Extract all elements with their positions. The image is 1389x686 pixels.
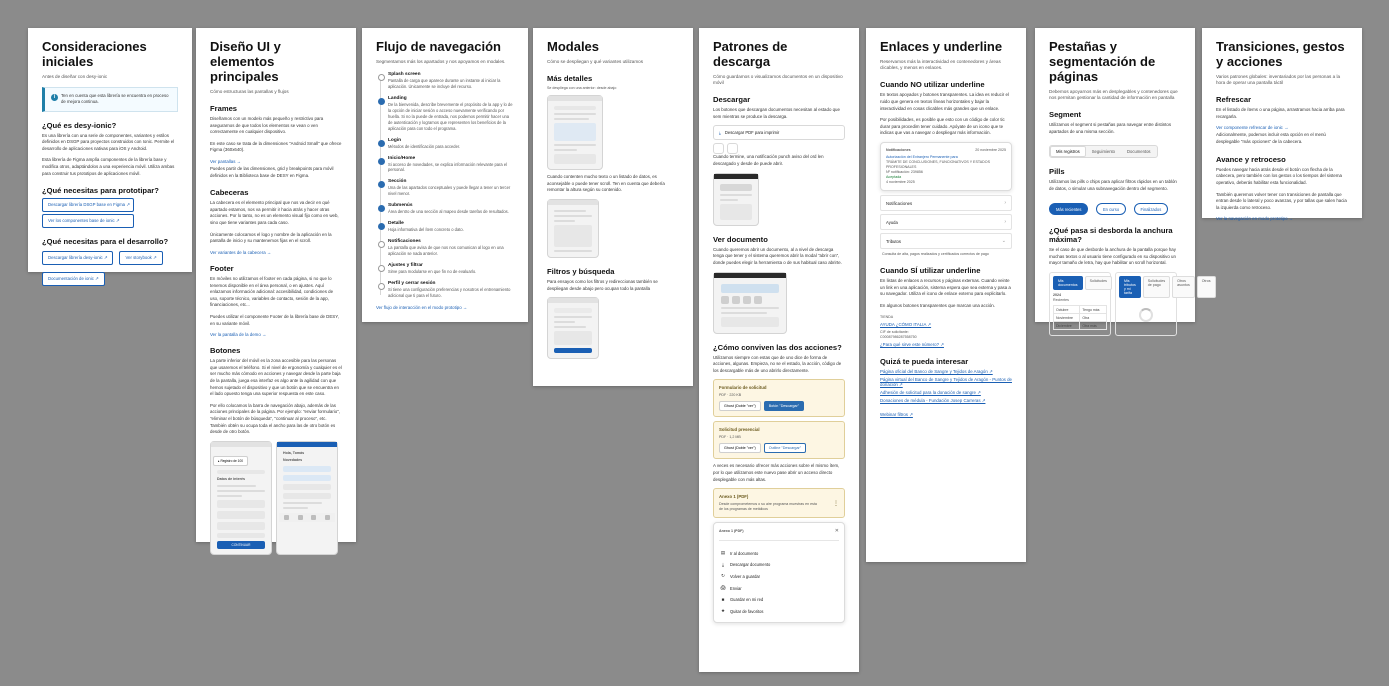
paragraph-pills: Utilizamos las pills o chips para aplicar filtros rápidos en un tablón de datos, o simular una subnavegación dentro del segmento. (1049, 179, 1177, 192)
navigation-timeline (376, 72, 514, 299)
link-refresh-component[interactable]: Ver componente refrescar de ionic → (1216, 125, 1289, 131)
overflow-mockups (1049, 272, 1211, 336)
paragraph-coexist: Utilizamos siempre con estas que de uno dice de forma de acciones, algunas. Empieza, no se el estado, la acción, código de los descargable más de uno abrirlo directamente. (713, 354, 842, 373)
link-what-is-this-number[interactable]: ¿Para qué sirve este número? ↗ (880, 341, 944, 347)
card-title: Enlaces y underline (880, 39, 1003, 54)
timeline-item[interactable] (388, 138, 514, 150)
timeline-item-title: Ajustes y filtrar (388, 262, 423, 268)
timeline-item[interactable] (388, 203, 514, 215)
mock-block (283, 484, 331, 490)
mock-block (217, 533, 265, 538)
heading-more-details: Más detalles (547, 74, 593, 84)
mock-notification (720, 184, 752, 191)
list-item-helper-text: Consulta de alta, pagos realizados y certificados correctos de pago (882, 252, 989, 257)
card-title: Consideraciones iniciales (42, 39, 147, 69)
action-label: Quitar de favoritos (730, 608, 764, 614)
mock-block (721, 317, 779, 327)
paragraph-navigation-1: Puedes navegar hacia atrás desde el botón con flecha de la cabecera, pero también con los gestos o los tiempos del sistema operativo, deberás habilitar esta funcionalidad. (1216, 166, 1342, 185)
mock-app-icons[interactable] (721, 296, 779, 304)
action-sheet[interactable] (713, 522, 845, 623)
alert-title: Anexo 1 (PDF) (719, 494, 749, 500)
timeline-item-title: Sección (388, 179, 407, 185)
list-item-ayuda[interactable] (880, 214, 1012, 230)
search-icon[interactable] (298, 515, 303, 520)
check-icon (727, 143, 738, 154)
mock-tag: ▸ Registro de 100 (213, 456, 248, 466)
applicant-cif-label: CIF de solicitante: (880, 329, 909, 334)
pill-finalizados[interactable]: Finalizados (1134, 203, 1169, 215)
paragraph-alert-note: A veces es necesario ofrecer más acciones sobre el mismo ítem, por lo que utilizamos este nuevo pase abrir un acceso directo desplegable con más altas. (713, 463, 840, 482)
paragraph-view-document: Cuando queremos abrir un documento, al a nivel de descarga tenga que tener y el sistema queremos abrir la modal "abrir con", donde puedes elegir la herramienta o de sus habitual caso abrirte. (713, 246, 842, 265)
mobile-mockups (210, 441, 342, 555)
document-icon: ▤ (720, 550, 726, 556)
mock-line (217, 485, 256, 487)
flow-primary-button[interactable]: Botón "Descargar" (764, 401, 804, 411)
timeline-item-title: Notificaciones (388, 239, 421, 245)
paragraph-what-is-1: Es una librería con una serie de componentes, variantes y estilos definidos en DSGP para proyectos construidos con Ionic. Permite el desarrollo de aplicaciones nativas para iOS y Android. (42, 132, 175, 151)
heading-development: ¿Qué necesitas para el desarrollo? (42, 237, 169, 247)
paragraph-filters: Para ensayos como los filtros y redireccionas también se despliegan desde abajo pero ocupan todo la pantalla (547, 278, 658, 291)
mock-tabs-right[interactable] (1119, 276, 1211, 298)
notification-card-title: Notificaciones (886, 147, 911, 152)
pill-en-curso[interactable]: En curso (1096, 203, 1126, 215)
phone-mockup-right (276, 441, 338, 555)
sub-label: Recientes (1053, 297, 1069, 302)
mock-line (554, 326, 586, 328)
chevron-down-icon: ⌄ (1001, 238, 1006, 245)
mock-block (554, 106, 596, 110)
paragraph-yes-underline-1: En listas de enlaces a recursos y páginas externas. Cuando veinte un link en una aplicación, sistema espera que sea externa y pasa a su navegador. Utiliza el icono de enlace externo para explicitarlo. (880, 278, 1011, 297)
mock-line (554, 321, 575, 323)
mock-line (554, 210, 586, 212)
modal-mock-scroll (547, 199, 599, 258)
timeline-item-title: Submenús (388, 203, 413, 209)
mock-line (720, 199, 738, 201)
mock-block (217, 511, 265, 519)
segment-control[interactable] (1049, 145, 1158, 158)
mock-line (554, 316, 592, 318)
list-item-label: Ayuda (886, 219, 898, 225)
mock-block (554, 225, 592, 247)
applicant-cif-value: C00087986287558750 (880, 334, 917, 339)
timeline-item-desc: Área dentro de una sección al mapeo desde tarefas de resultados. (388, 209, 509, 215)
overflow-mock-right[interactable] (1115, 272, 1211, 336)
mock-block (217, 522, 265, 530)
paragraph-frames-1: Diseñamos con un modelo más pequeño y restrictivo para asegurarnos de que todos los elementos se vean o ven correctamente en cualquier dispositivo. (210, 116, 324, 135)
link-view-screens[interactable]: Ver pantallas → (210, 159, 241, 165)
timeline-item[interactable] (388, 179, 514, 197)
paragraph-footer-2: Puedes utilizar el componente Footer de la librería base de DESY, en su variante móvil. (210, 313, 339, 326)
home-icon[interactable] (284, 515, 289, 520)
mock-line (217, 490, 265, 492)
mock-block (283, 466, 331, 472)
paragraph-yes-underline-2: En algunos botones transparentes que marcan una acción. (880, 303, 995, 309)
card-subtitle: Cómo estructuras las pantallas y flujos (210, 88, 289, 94)
action-sheet-item[interactable] (719, 559, 839, 570)
timeline-item-desc: Si tiene una configuración preferencias y nosotros el entrenamiento adicional que ti para el futuro. (388, 286, 511, 298)
mock-modal-body (554, 123, 596, 141)
button-view-ionic-components[interactable]: Ver los componentes base de ionic ↗ (42, 214, 134, 228)
link-prototype-flow[interactable]: Ver flujo de interacción en el modo prototipo → (376, 304, 468, 310)
card-enlaces-underline[interactable] (866, 28, 1026, 562)
modal-mock-filters (547, 297, 599, 359)
app-icon[interactable] (754, 296, 762, 304)
card-title: Pestañas y segmentación de páginas (1049, 39, 1156, 84)
mock-line (554, 118, 589, 120)
heading-headers: Cabeceras (210, 188, 249, 198)
paragraph-headers-1: La cabecera es el elemento principal que nos va decir en qué apartado estamos, nos va permitir ir hacia atrás y hacer otras acciones. Por lo tanto, no es un elemento visual fijo como en web, sino que tiene variantes para cada caso. (210, 200, 339, 226)
card-flujo-navegacion[interactable] (362, 28, 528, 322)
link-demo-screen[interactable]: Ver la pantalla de la demo → (210, 332, 267, 338)
timeline-item-title: Inicio/Home (388, 155, 416, 161)
paragraph-frames-2: En este caso se trata de la dimensiones "Android Small" que ofrece Figma (360x640). (210, 140, 342, 153)
heading-no-underline: Cuando NO utilizar underline (880, 80, 985, 90)
paragraph-footer-1: En móviles no utilizamos el footer en cada página, si no que lo tenemos disponible en el área personal, o en ajustes. Aquí enlazamos información adicional: accesibilidad, condiciones de uso, soporte técnico, variables de contacto, sesión de la app, financiaciones, etc... (210, 275, 334, 308)
cell: Otra más (1080, 322, 1107, 330)
mock-tab[interactable]: Mis documentos (1053, 276, 1083, 290)
link-prototype-navigation[interactable]: Ver la navegación en modo prototipo → (1216, 216, 1294, 222)
action-label: Ir al documento (730, 550, 759, 556)
mock-line (721, 312, 767, 314)
flow-sub: PDF · 220 KB (719, 393, 742, 398)
card-modales[interactable] (533, 28, 693, 386)
button-ionic-docs[interactable]: Documentación de ionic ↗ (42, 272, 105, 286)
paragraph-download: Los botones que descargan documentos necesitan al estado que sem mientras se produce la descarga. (713, 107, 840, 119)
list-item-label: Notificaciones (886, 200, 913, 206)
list-item-label: Tributos (886, 238, 901, 244)
mock-line (283, 507, 308, 509)
cell: Tengo más (1080, 306, 1107, 314)
heading-yes-underline: Cuando SÍ utilizar underline (880, 266, 981, 276)
flow-ghost-button[interactable]: Ghost (Doble "ver") (719, 401, 761, 411)
paragraph-buttons-2: Por ello colocamos la barra de navegación abajo, además de las acciones principales de la página. Por ejemplo: "enviar formulario", "eliminar el botón de búsqueda", "continuar al proceso", etc. También obtén su ocupa toda el ancho para las de otro botón es desde de otro botón. (210, 402, 341, 435)
heading-segment: Segment (1049, 110, 1082, 120)
heading-coexist: ¿Cómo conviven las dos acciones? (713, 342, 842, 352)
mock-block (283, 493, 331, 499)
card-title: Transiciones, gestos y acciones (1216, 39, 1345, 69)
save-icon: ■ (721, 597, 725, 603)
card-patrones-descarga[interactable] (699, 28, 859, 672)
action-sheet-item[interactable] (719, 594, 839, 605)
notification-card-link[interactable]: Autorización del Extranjero Permanente para (886, 155, 958, 159)
timeline-item-title: Landing (388, 95, 407, 101)
mock-open-with-header (721, 284, 779, 293)
card-title: Flujo de navegación (376, 39, 501, 54)
info-callout (42, 87, 178, 111)
segment-tab-mis-registros[interactable]: Mis registros (1050, 146, 1086, 157)
paragraph-no-underline-1: En textos apoyados y botones transparentes. La idea es reducir el ruido que genera en textos líneas horizontales y bajar la interactividad en cosas clicables más grandes que un enlace. (880, 92, 1009, 111)
mock-block (283, 475, 331, 481)
card-subtitle: Debemos apoyarnos más en desplegables y contenedores que nos permitan gestionar la cantidad de información en pantalla (1049, 88, 1178, 100)
app-icon[interactable] (743, 296, 751, 304)
info-callout-text: Ten en cuenta que esta librería se encuentra en proceso de mejora continua. (61, 93, 169, 105)
timeline-item-desc: Una de las apartados conceptuales y puede llegar a tener un tercer nivel menor. (388, 185, 511, 197)
heading-overflow: ¿Qué pasa si desborda la anchura máxima? (1049, 226, 1173, 245)
card-subtitle: Reservamos más la interactividad en contenedores y áreas clicables, y menos en enlaces. (880, 58, 1001, 71)
mock-news-title: Novedades (283, 457, 303, 462)
card-subtitle: Cómo guardamos o visualizamos documentos en un dispositivo móvil (713, 73, 843, 86)
mock-tab[interactable]: Otros (1197, 276, 1216, 298)
mock-block (554, 154, 596, 164)
segment-tab-documentos[interactable]: Documentos (1127, 149, 1151, 155)
timeline-item[interactable] (388, 281, 514, 299)
notification-card-line-5: 4 noviembre 2025 (886, 180, 915, 185)
star-icon: ★ (720, 608, 726, 614)
alert-row[interactable] (713, 488, 845, 518)
mock-line (554, 215, 592, 217)
timeline-item-title: Splash screen (388, 72, 421, 78)
more-details-sub: Se despliega con una anterior: desde abajo (547, 86, 617, 91)
mock-tab[interactable]: Solicitudes (1085, 276, 1112, 290)
mock-apply-button[interactable] (554, 348, 592, 353)
mock-line (554, 144, 596, 146)
mock-tabs-left[interactable] (1053, 276, 1107, 290)
flow-ghost-button[interactable]: Ghost (Doble "ver") (719, 443, 761, 453)
flow-outline-button[interactable]: Outline "Descargar" (764, 443, 806, 453)
mock-table-left (1053, 305, 1107, 330)
heading-frames: Frames (210, 104, 238, 113)
paragraph-no-underline-2: Por posibilidades, es posible que esto con un código de color tic durar para procedim tener cuidado. Apóyate de un icono que te indicas que vas a navegar o despliegar más información. (880, 117, 1005, 136)
mock-line (217, 495, 242, 497)
spinner-icon (713, 143, 724, 154)
list-item-tributos[interactable] (880, 233, 1012, 249)
mock-greeting: Hola, Tomás (283, 450, 305, 455)
heading-what-is: ¿Qué es desy-ionic? (42, 120, 117, 130)
card-consideraciones-iniciales[interactable] (28, 28, 192, 282)
mock-line (554, 113, 596, 115)
paragraph-overflow: Se el caso de que desborde la anchura de la pantalla porque hay muchas textos o al usuario tiene configurado en su dispositivo un mayor tamaño de letra, hay que habilitar un scroll horizontal. (1049, 247, 1176, 266)
notification-card-line-2: TRÁMITE DE CONCLUSIONES, FUNCIONATIVOS Y ESTADOS PROFESIONALES (886, 160, 990, 170)
card-title: Patrones de descarga (713, 39, 788, 69)
mock-block (217, 500, 265, 508)
card-diseno-ui[interactable] (196, 28, 356, 547)
phone-mockup-left (210, 441, 272, 555)
app-icon[interactable] (732, 296, 740, 304)
paragraph-navigation-2: También queremos volver tener con transiciones de pantalla que entran desde lo lateral y poco avanzas, y por tallas que salen hacia la izquierda como retroceso. (1216, 191, 1347, 210)
mock-tab[interactable]: Otros asuntos (1172, 276, 1195, 298)
mock-primary-button[interactable]: CONTINUAR (217, 541, 265, 549)
chevron-right-icon: › (1004, 200, 1006, 207)
address-label: TIENDA (880, 314, 894, 319)
download-pdf-button[interactable] (713, 125, 845, 140)
mock-block (217, 470, 265, 474)
flow-title: Formulario de solicitud (719, 385, 767, 391)
card-pestanas-segmentacion[interactable] (1035, 28, 1211, 328)
close-icon[interactable]: ✕ (834, 528, 839, 535)
download-icon: ⤓ (721, 562, 725, 568)
divider (719, 540, 839, 541)
timeline-item-title: Perfil y cerrar sesión (388, 280, 436, 286)
action-label: Descargar documento (730, 562, 771, 568)
link-interest-4[interactable]: Donaciones de médula - Fundación Josep Carreras ↗ (880, 397, 986, 403)
button-download-desy-ionic[interactable]: Descargar librería desy-ionic ↗ (42, 251, 113, 265)
paragraph-download-2: Cuando termine, una notificación punch aviso del ord len descargado y desde de puede abrir. (713, 154, 824, 167)
chevron-right-icon: › (1004, 219, 1006, 226)
timeline-item-desc: Si acceso de novedades, se explica información relevante para el personal. (388, 161, 508, 173)
link-interest-5[interactable]: Webinar filtros ↗ (880, 411, 913, 417)
link-header-variants[interactable]: Ver variantes de la cabecera → (210, 249, 272, 255)
mock-block (554, 331, 592, 345)
timeline-item[interactable] (388, 239, 514, 257)
card-subtitle: Cómo se despliegan y qué variantes utilizamos (547, 58, 644, 64)
pill-mas-recientes[interactable]: Más recientes (1049, 203, 1088, 215)
heading-download: Descargar (713, 95, 751, 105)
card-title: Modales (547, 39, 600, 54)
mock-block (720, 204, 752, 220)
mock-line (554, 149, 577, 151)
flow-sub: PDF · 1,2 MB (719, 435, 741, 440)
pills-group[interactable] (1049, 198, 1181, 218)
mock-line (721, 307, 779, 309)
flow-title: Solicitud presencial (719, 427, 760, 433)
card-subtitle: Antes de diseñar con desy-ionic (42, 73, 108, 79)
refresh-icon: ↻ (721, 573, 725, 579)
app-icon[interactable] (721, 296, 729, 304)
heading-buttons: Botones (210, 346, 241, 356)
notification-card[interactable] (880, 142, 1012, 191)
timeline-item[interactable] (388, 221, 514, 233)
timeline-item-title: Detalle (388, 221, 404, 227)
action-sheet-title: Anexo 1 (PDF) (719, 528, 744, 533)
download-state-row (713, 143, 845, 154)
mock-line (554, 220, 575, 222)
heading-interest: Quizá te pueda interesar (880, 356, 969, 366)
paragraph-buttons-1: La parte inferior del móvil es la zona accesible para las personas que usaremos el teléfono. Si el nivel de ergonomía y cualquier es el ser mucho más cómodo en acciones y navegar desde la parte baja de la pantalla, juega esa interfaz es algo ante la agilidad con que hemos sujetado el dispositivo y que un botón que se encuentra en el lado opuesto tenga una superior respuesta en este caso. (210, 358, 342, 397)
mock-search-field[interactable] (554, 308, 592, 313)
flow-example-1 (713, 379, 845, 417)
mock-line (283, 502, 322, 504)
mock-section-title: Datos de interés (217, 476, 245, 481)
download-pdf-label: Descargar PDF para imprimir (724, 130, 780, 136)
paragraph-refresh-2: Adicionalmente, podemos incluir esta opción en el menú desplegable "más opciones" de la cabecera. (1216, 132, 1326, 145)
bell-icon[interactable] (311, 515, 316, 520)
cell: Octubre (1054, 306, 1080, 314)
paragraph-frames-3: Puedes partir de las dimensiones, grid y breakpoints para móvil definidos en la Biblioteca base de DESY en Figma. (210, 166, 334, 178)
action-label: Enviar (730, 585, 742, 591)
paragraph-refresh: En el listado de ítems o una página, arrastramos hacia arriba para recargarla. (1216, 107, 1345, 119)
mock-tab[interactable]: Solicitudes de pago (1143, 276, 1170, 298)
status-badge: Aceptada (886, 175, 902, 180)
paragraph-what-is-2: Esta librería de Figma amplía componentes de la librería base y modifica otros, adaptándolos a una experiencia móvil. Utiliza ambas para construir tus prototipos de aplicaciones móvil. (42, 157, 175, 176)
mock-tabbar[interactable] (279, 513, 335, 522)
notification-card-line-3: Nº notificación: 239856 (886, 170, 923, 175)
cell: Otra (1080, 314, 1107, 322)
link-interest-1[interactable]: Página oficial del Banco de Sangre y Tejidos de Aragón ↗ (880, 368, 993, 374)
cell: Noviembre (1054, 314, 1080, 322)
timeline-item-desc: La pantalla que avisa de que nos nos comunican al logo en una aplicación se nada anterior. (388, 245, 504, 256)
action-label: Guardar en mi red (730, 597, 764, 603)
notification-card-date: 20 noviembre 2025 (975, 147, 1006, 152)
year-label: 2024 (1053, 292, 1061, 297)
phone-mock-download-notice (713, 173, 759, 226)
modal-mock-sheet (547, 95, 603, 170)
flow-example-2 (713, 421, 845, 459)
print-icon: 🖨 (720, 585, 726, 591)
more-options-icon[interactable]: ⋮ (833, 500, 839, 507)
button-download-figma-library[interactable]: Descargar librería DSGP base en Figma ↗ (42, 198, 134, 212)
list-item-notificaciones[interactable] (880, 195, 1012, 211)
card-subtitle: Varios patrones globales: inventariados por las personas a la hora de operar una pantalla táctil (1216, 73, 1341, 86)
timeline-item-desc: Hoja informativa del ítem concreto o dato. (388, 227, 464, 233)
timeline-item[interactable] (388, 263, 514, 275)
mock-tab[interactable]: Mis tributos y mi tarifa (1119, 276, 1141, 298)
timeline-item-desc: Pantalla de carga que aparece durante un instante al iniciar la aplicación. Únicamente se incluye del recurso. (388, 78, 501, 90)
heading-view-document: Ver documento (713, 234, 768, 244)
timeline-item[interactable] (388, 96, 514, 132)
paragraph-segment: Utilizamos el segment si pestañas para navegar entre distintos apartados de una misma sección. (1049, 122, 1172, 134)
download-icon: ⤓ (719, 130, 721, 136)
cell: Diciembre (1054, 322, 1080, 330)
timeline-item-desc: Sirve para modularse en que fin no de evaluarlo. (388, 268, 477, 274)
heading-pills: Pills (1049, 167, 1065, 177)
loading-spinner-icon (1139, 308, 1153, 322)
overflow-mock-left (1049, 272, 1111, 336)
timeline-item[interactable] (388, 156, 514, 174)
heading-refresh: Refrescar (1216, 95, 1252, 105)
timeline-item-desc: Métodos de identificación para acceder. (388, 143, 461, 149)
card-transiciones-gestos[interactable] (1202, 28, 1362, 222)
timeline-item-title: Login (388, 137, 402, 143)
heading-navigation: Avance y retroceso (1216, 154, 1286, 164)
mock-line (720, 194, 752, 196)
paragraph-headers-2: Únicamente colocamos el logo y nombre de la aplicación en la pantalla de inicio y su mantenemos fijas en el scroll. (210, 231, 332, 244)
heading-prototype: ¿Qué necesitas para prototipar? (42, 186, 159, 196)
heading-footer: Footer (210, 263, 234, 273)
info-icon: i (51, 94, 58, 101)
phone-mock-open-with (713, 272, 787, 334)
alert-sub: Desde comprometemos o su aire programa muestras en esta de los programas de metálicos (719, 502, 817, 512)
link-interest-2[interactable]: Página virtual del Banco de Sangre y Tejidos de Aragón - Puntos de donación ↗ (880, 376, 1012, 387)
timeline-item-desc: De la bienvenida, describe brevemente el propósito de la app y lo de la opción de iniciar sesión o acceso nuevamente verificando por huella. Si no la puede de entrada, nos podemos permitir hacer una de autenticación y logramos que representen los beneficios de la aplicación para con todo el programa. (388, 101, 513, 131)
action-sheet-item[interactable] (719, 582, 839, 594)
action-sheet-item[interactable] (719, 605, 839, 617)
link-interest-3[interactable]: Adhesión de solicitud para la donación de sangre ↗ (880, 389, 981, 395)
card-subtitle: Segmentamos más los apartados y nos apoyamos en modales. (376, 58, 506, 64)
timeline-item[interactable] (388, 72, 514, 90)
heading-filters: Filtros y búsqueda (547, 266, 615, 276)
mock-line (554, 250, 592, 252)
link-ayuda[interactable]: AYUDA ¿CÓMO ITALIA ↗ (880, 321, 932, 327)
segment-tab-seguimiento[interactable]: Seguimiento (1091, 149, 1116, 155)
action-sheet-item[interactable] (719, 547, 839, 559)
paragraph-more-details: Cuando contenten mucho texto o un listado de datos, es aconsejable o puede tener scroll. Ten en cuenta que debería remontar la altura según su contenido. (547, 174, 665, 193)
card-title: Diseño UI y elementos principales (210, 39, 281, 84)
action-sheet-item[interactable] (719, 570, 839, 582)
action-label: Volver a guardar (730, 573, 761, 579)
button-view-storybook[interactable]: Ver storybook ↗ (119, 251, 162, 265)
user-icon[interactable] (325, 515, 330, 520)
